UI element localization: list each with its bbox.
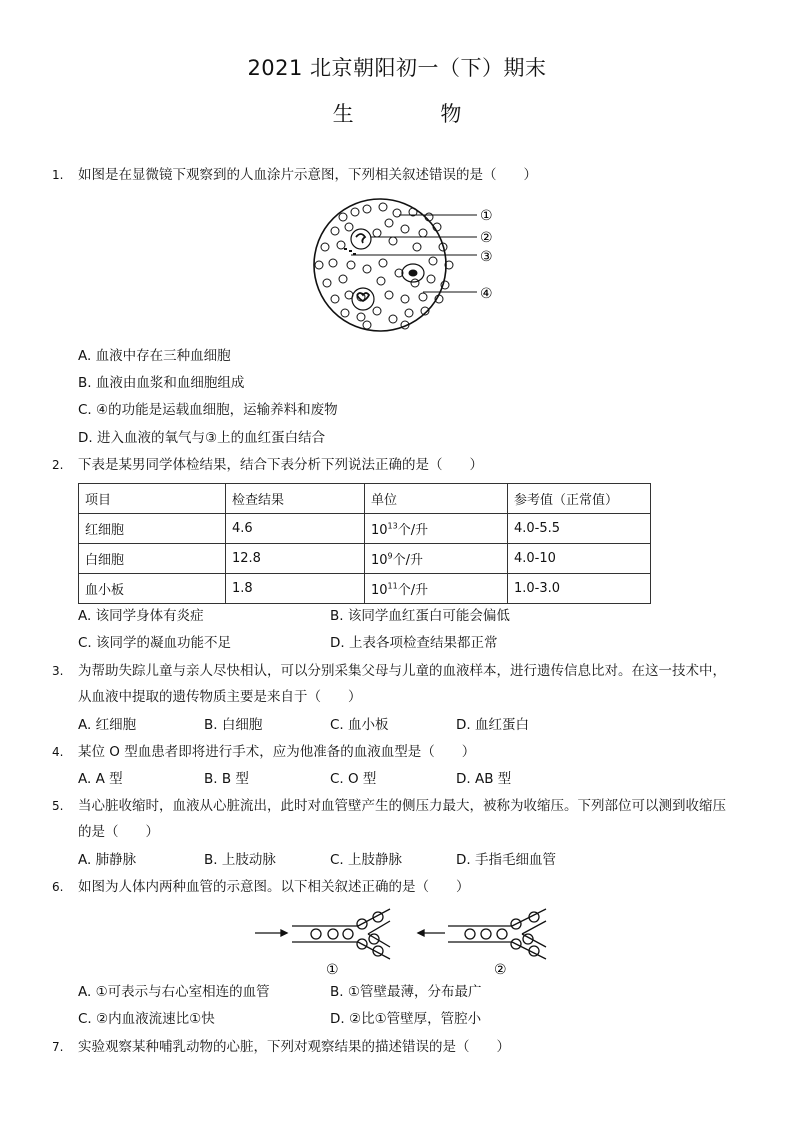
option-d: D. AB 型 — [456, 771, 512, 787]
option-b: B. 该同学血红蛋白可能会偏低 — [330, 608, 510, 624]
table-cell: $10^{11}$个/升 — [365, 574, 508, 604]
option-b: B. 白细胞 — [204, 717, 263, 733]
question-text: 当心脏收缩时，血液从心脏流出，此时对血管壁产生的侧压力最大，被称为收缩压。下列部位可以测到收缩压 — [78, 798, 726, 814]
question-text: 实验观察某种哺乳动物的心脏，下列对观察结果的描述错误的是（ ） — [78, 1039, 510, 1055]
table-cell: $10^{13}$个/升 — [365, 514, 508, 544]
question-number: 2. — [52, 458, 64, 472]
table-header: 项目 — [79, 484, 226, 514]
question-text: 某位 O 型血患者即将进行手术，应为他准备的血液血型是（ ） — [78, 744, 476, 760]
option-a: A. 红细胞 — [78, 717, 137, 733]
table-header-row — [79, 484, 651, 514]
table-cell: 4.0-10 — [508, 544, 651, 574]
question-number: 1. — [52, 168, 64, 182]
question-number: 5. — [52, 799, 64, 813]
table-row — [79, 574, 651, 604]
table-row — [79, 544, 651, 574]
option-c: C. 该同学的凝血功能不足 — [78, 635, 232, 651]
option-c: C. 血小板 — [330, 717, 389, 733]
question-text: 如图是在显微镜下观察到的人血涂片示意图，下列相关叙述错误的是（ ） — [78, 167, 537, 183]
table-cell: 1.8 — [226, 574, 365, 604]
question-number: 6. — [52, 880, 64, 894]
table-cell: 1.0-3.0 — [508, 574, 651, 604]
option-b: B. ①管壁最薄，分布最广 — [330, 984, 482, 1000]
question-text: 如图为人体内两种血管的示意图。以下相关叙述正确的是（ ） — [78, 879, 470, 895]
vessel-1 — [255, 909, 390, 959]
option-d: D. 进入血液的氧气与③上的血红蛋白结合 — [78, 430, 326, 446]
table-cell: $10^9$个/升 — [365, 544, 508, 574]
table-header: 单位 — [365, 484, 508, 514]
option-c: C. ②内血液流速比①快 — [78, 1011, 215, 1027]
option-a: A. ①可表示与右心室相连的血管 — [78, 984, 270, 1000]
question-number: 7. — [52, 1040, 64, 1054]
question-number: 3. — [52, 664, 64, 678]
option-c: C. 上肢静脉 — [330, 852, 403, 868]
option-a: A. 肺静脉 — [78, 852, 137, 868]
option-a: A. 血液中存在三种血细胞 — [78, 348, 231, 364]
white-blood-cells — [351, 229, 424, 310]
table-cell: 4.6 — [226, 514, 365, 544]
blood-smear-figure — [305, 195, 505, 340]
table-cell: 血小板 — [79, 574, 226, 604]
table-cell: 白细胞 — [79, 544, 226, 574]
question-text-continued: 从血液中提取的遗传物质主要是来自于（ ） — [78, 689, 362, 705]
question-number: 4. — [52, 745, 64, 759]
vessel-label-1: ① — [326, 962, 339, 978]
option-b: B. B 型 — [204, 771, 249, 787]
red-blood-cells — [315, 203, 453, 329]
label-4: ④ — [480, 286, 493, 302]
option-b: B. 上肢动脉 — [204, 852, 276, 868]
platelets — [344, 248, 356, 255]
option-d: D. 手指毛细血管 — [456, 852, 556, 868]
option-a: A. 该同学身体有炎症 — [78, 608, 204, 624]
vessel-label-2: ② — [494, 962, 507, 978]
option-d: D. 血红蛋白 — [456, 717, 529, 733]
table-cell: 12.8 — [226, 544, 365, 574]
question-text: 下表是某男同学体检结果，结合下表分析下列说法正确的是（ ） — [78, 457, 483, 473]
blood-vessels-figure — [250, 903, 560, 983]
option-b: B. 血液由血浆和血细胞组成 — [78, 375, 245, 391]
question-text: 为帮助失踪儿童与亲人尽快相认，可以分别采集父母与儿童的血液样本，进行遗传信息比对。在这一技术中， — [78, 663, 726, 679]
label-3: ③ — [480, 249, 493, 265]
table-header: 参考值（正常值） — [508, 484, 651, 514]
option-d: D. ②比①管壁厚，管腔小 — [330, 1011, 482, 1027]
option-c: C. ④的功能是运载血细胞，运输养料和废物 — [78, 402, 338, 418]
label-2: ② — [480, 230, 493, 246]
label-1: ① — [480, 208, 493, 224]
vessel-2 — [418, 909, 546, 959]
table-row — [79, 514, 651, 544]
table-header: 检查结果 — [226, 484, 365, 514]
label-lines — [351, 215, 477, 292]
option-a: A. A 型 — [78, 771, 123, 787]
table-cell: 4.0-5.5 — [508, 514, 651, 544]
subject-title: 生 物 — [332, 102, 502, 126]
table-cell: 红细胞 — [79, 514, 226, 544]
option-c: C. O 型 — [330, 771, 377, 787]
exam-results-table — [78, 483, 651, 604]
question-text-continued: 的是（ ） — [78, 824, 159, 840]
page-title: 2021 北京朝阳初一（下）期末 — [247, 56, 547, 80]
option-d: D. 上表各项检查结果都正常 — [330, 635, 498, 651]
